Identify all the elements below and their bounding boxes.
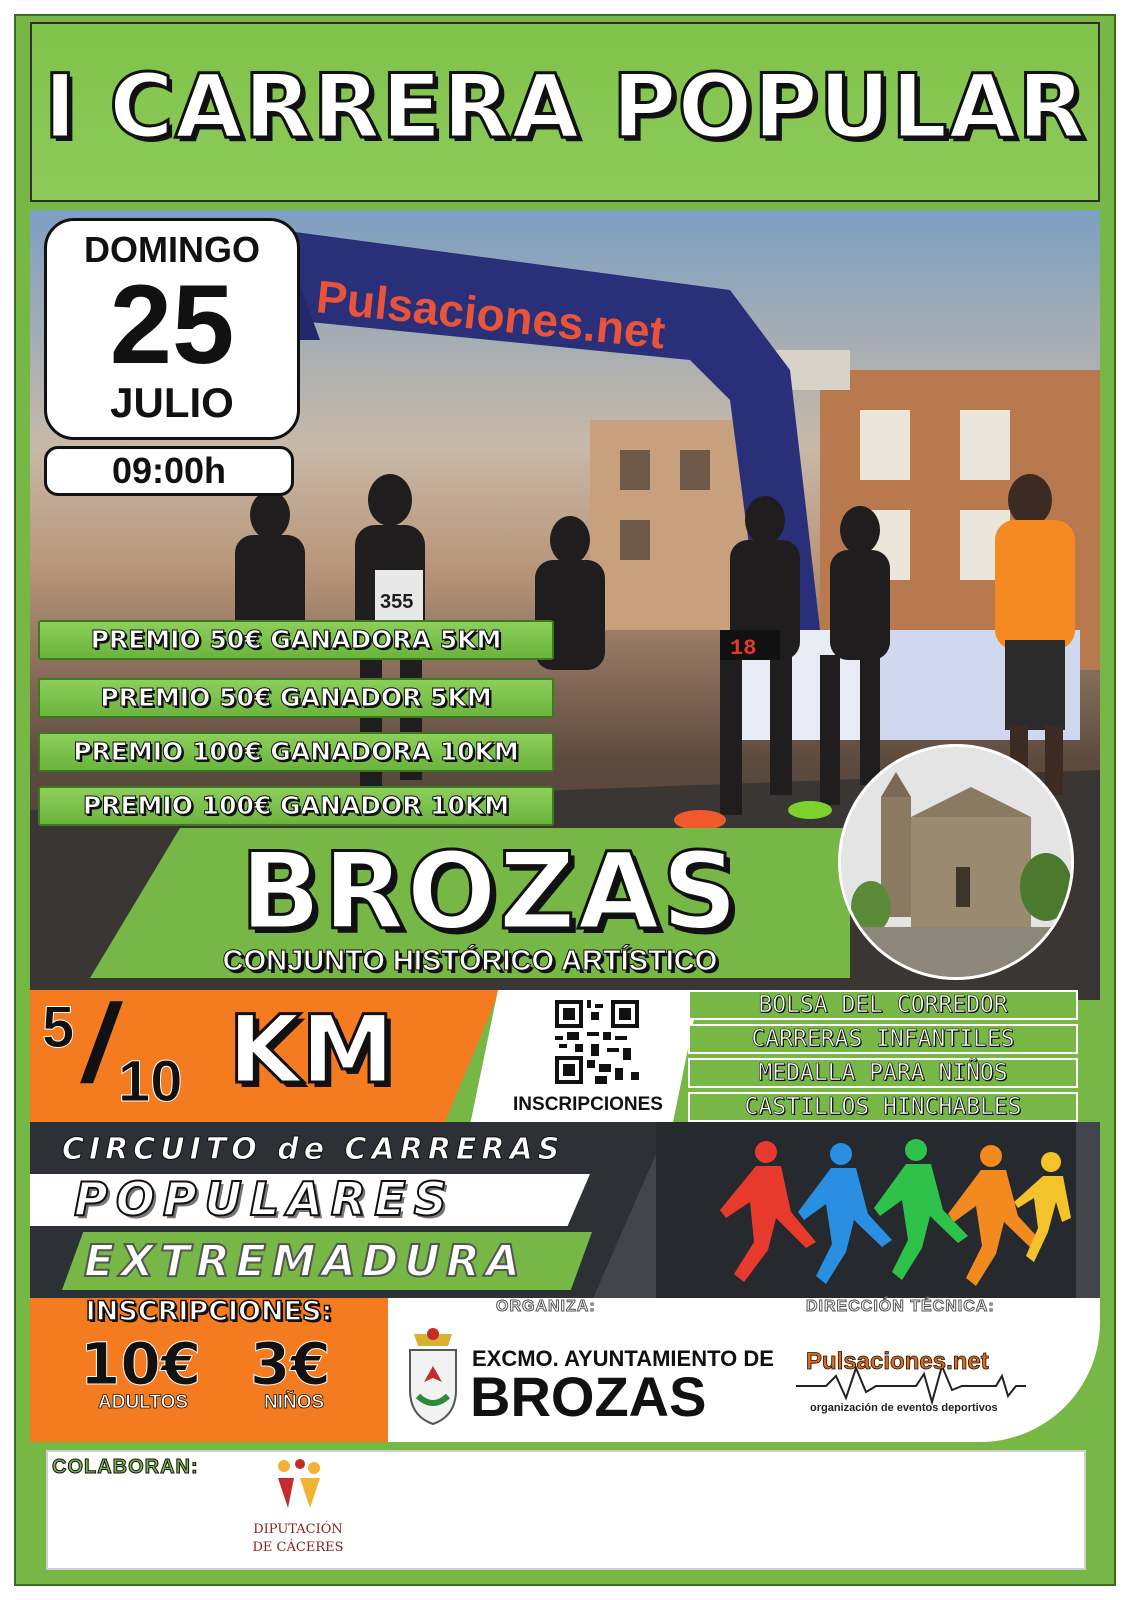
- circuit-title-line2: POPULARES: [74, 1172, 455, 1226]
- diputacion-logo-icon: [270, 1458, 326, 1510]
- distance-short: 5: [42, 995, 75, 1060]
- extra-kids-races: CARRERAS INFANTILES: [688, 1024, 1078, 1054]
- collaborator-name-line2: DE CÁCERES: [252, 1540, 344, 1555]
- extra-bouncy-castles: CASTILLOS HINCHABLES: [688, 1092, 1078, 1122]
- circuit-title-line3: EXTREMADURA: [84, 1236, 526, 1287]
- date-box: [44, 218, 300, 440]
- church-illustration: [841, 747, 1074, 980]
- collaborators-box: [46, 1450, 1086, 1570]
- technical-heading: DIRECCIÓN TÉCNICA:: [806, 1298, 995, 1315]
- organizer-line1: EXCMO. AYUNTAMIENTO DE: [472, 1346, 774, 1371]
- prize-men-10km: PREMIO 100€ GANADOR 10KM: [38, 786, 554, 826]
- adult-price: 10€: [80, 1330, 202, 1398]
- race-clock: 18: [730, 636, 757, 661]
- prize-women-5km: PREMIO 50€ GANADORA 5KM: [38, 620, 554, 660]
- extra-kids-medal: MEDALLA PARA NIÑOS: [688, 1058, 1078, 1088]
- colorful-runners-icon: [656, 1122, 1076, 1298]
- collaborator-name-line1: DIPUTACIÓN: [253, 1522, 343, 1537]
- distance-slash: /: [75, 982, 128, 1105]
- extra-runner-bag: BOLSA DEL CORREDOR: [688, 990, 1078, 1020]
- date-month: JULIO: [110, 379, 234, 426]
- prize-men-5km: PREMIO 50€ GANADOR 5KM: [38, 678, 554, 718]
- bib-355: 355: [380, 591, 414, 613]
- runners-graphic: [656, 1122, 1076, 1298]
- child-label: NIÑOS: [264, 1392, 325, 1413]
- start-time: 09:00h: [44, 446, 294, 496]
- organizer-heading: ORGANIZA:: [496, 1298, 596, 1315]
- circuit-title-line1: CIRCUITO de CARRERAS: [62, 1132, 565, 1167]
- prize-women-10km: PREMIO 100€ GANADORA 10KM: [38, 732, 554, 772]
- fees-title: INSCRIPCIONES:: [85, 1296, 333, 1327]
- arch-brand: Pulsaciones.net: [313, 270, 668, 359]
- poster-title: I CARRERA POPULAR: [43, 55, 1087, 158]
- technical-director-name: Pulsaciones.net: [806, 1348, 989, 1375]
- child-price: 3€: [250, 1330, 331, 1398]
- organizer-town: BROZAS: [470, 1365, 707, 1428]
- town-crest-icon: [404, 1326, 462, 1426]
- distance-unit: KM: [228, 996, 395, 1105]
- date-day-number: 25: [109, 262, 235, 387]
- distance-long: 10: [118, 1049, 183, 1114]
- date-weekday: DOMINGO: [84, 229, 260, 270]
- town-subtitle: CONJUNTO HISTÓRICO ARTÍSTICO: [222, 945, 718, 977]
- qr-label: INSCRIPCIONES: [513, 1094, 663, 1115]
- technical-director-tagline: organización de eventos deportivos: [810, 1402, 998, 1414]
- church-photo: [838, 744, 1074, 980]
- collaborators-heading: COLABORAN:: [52, 1456, 199, 1478]
- registration-qr-code[interactable]: [555, 1000, 639, 1084]
- town-name: BROZAS: [240, 830, 740, 953]
- adult-label: ADULTOS: [98, 1392, 189, 1413]
